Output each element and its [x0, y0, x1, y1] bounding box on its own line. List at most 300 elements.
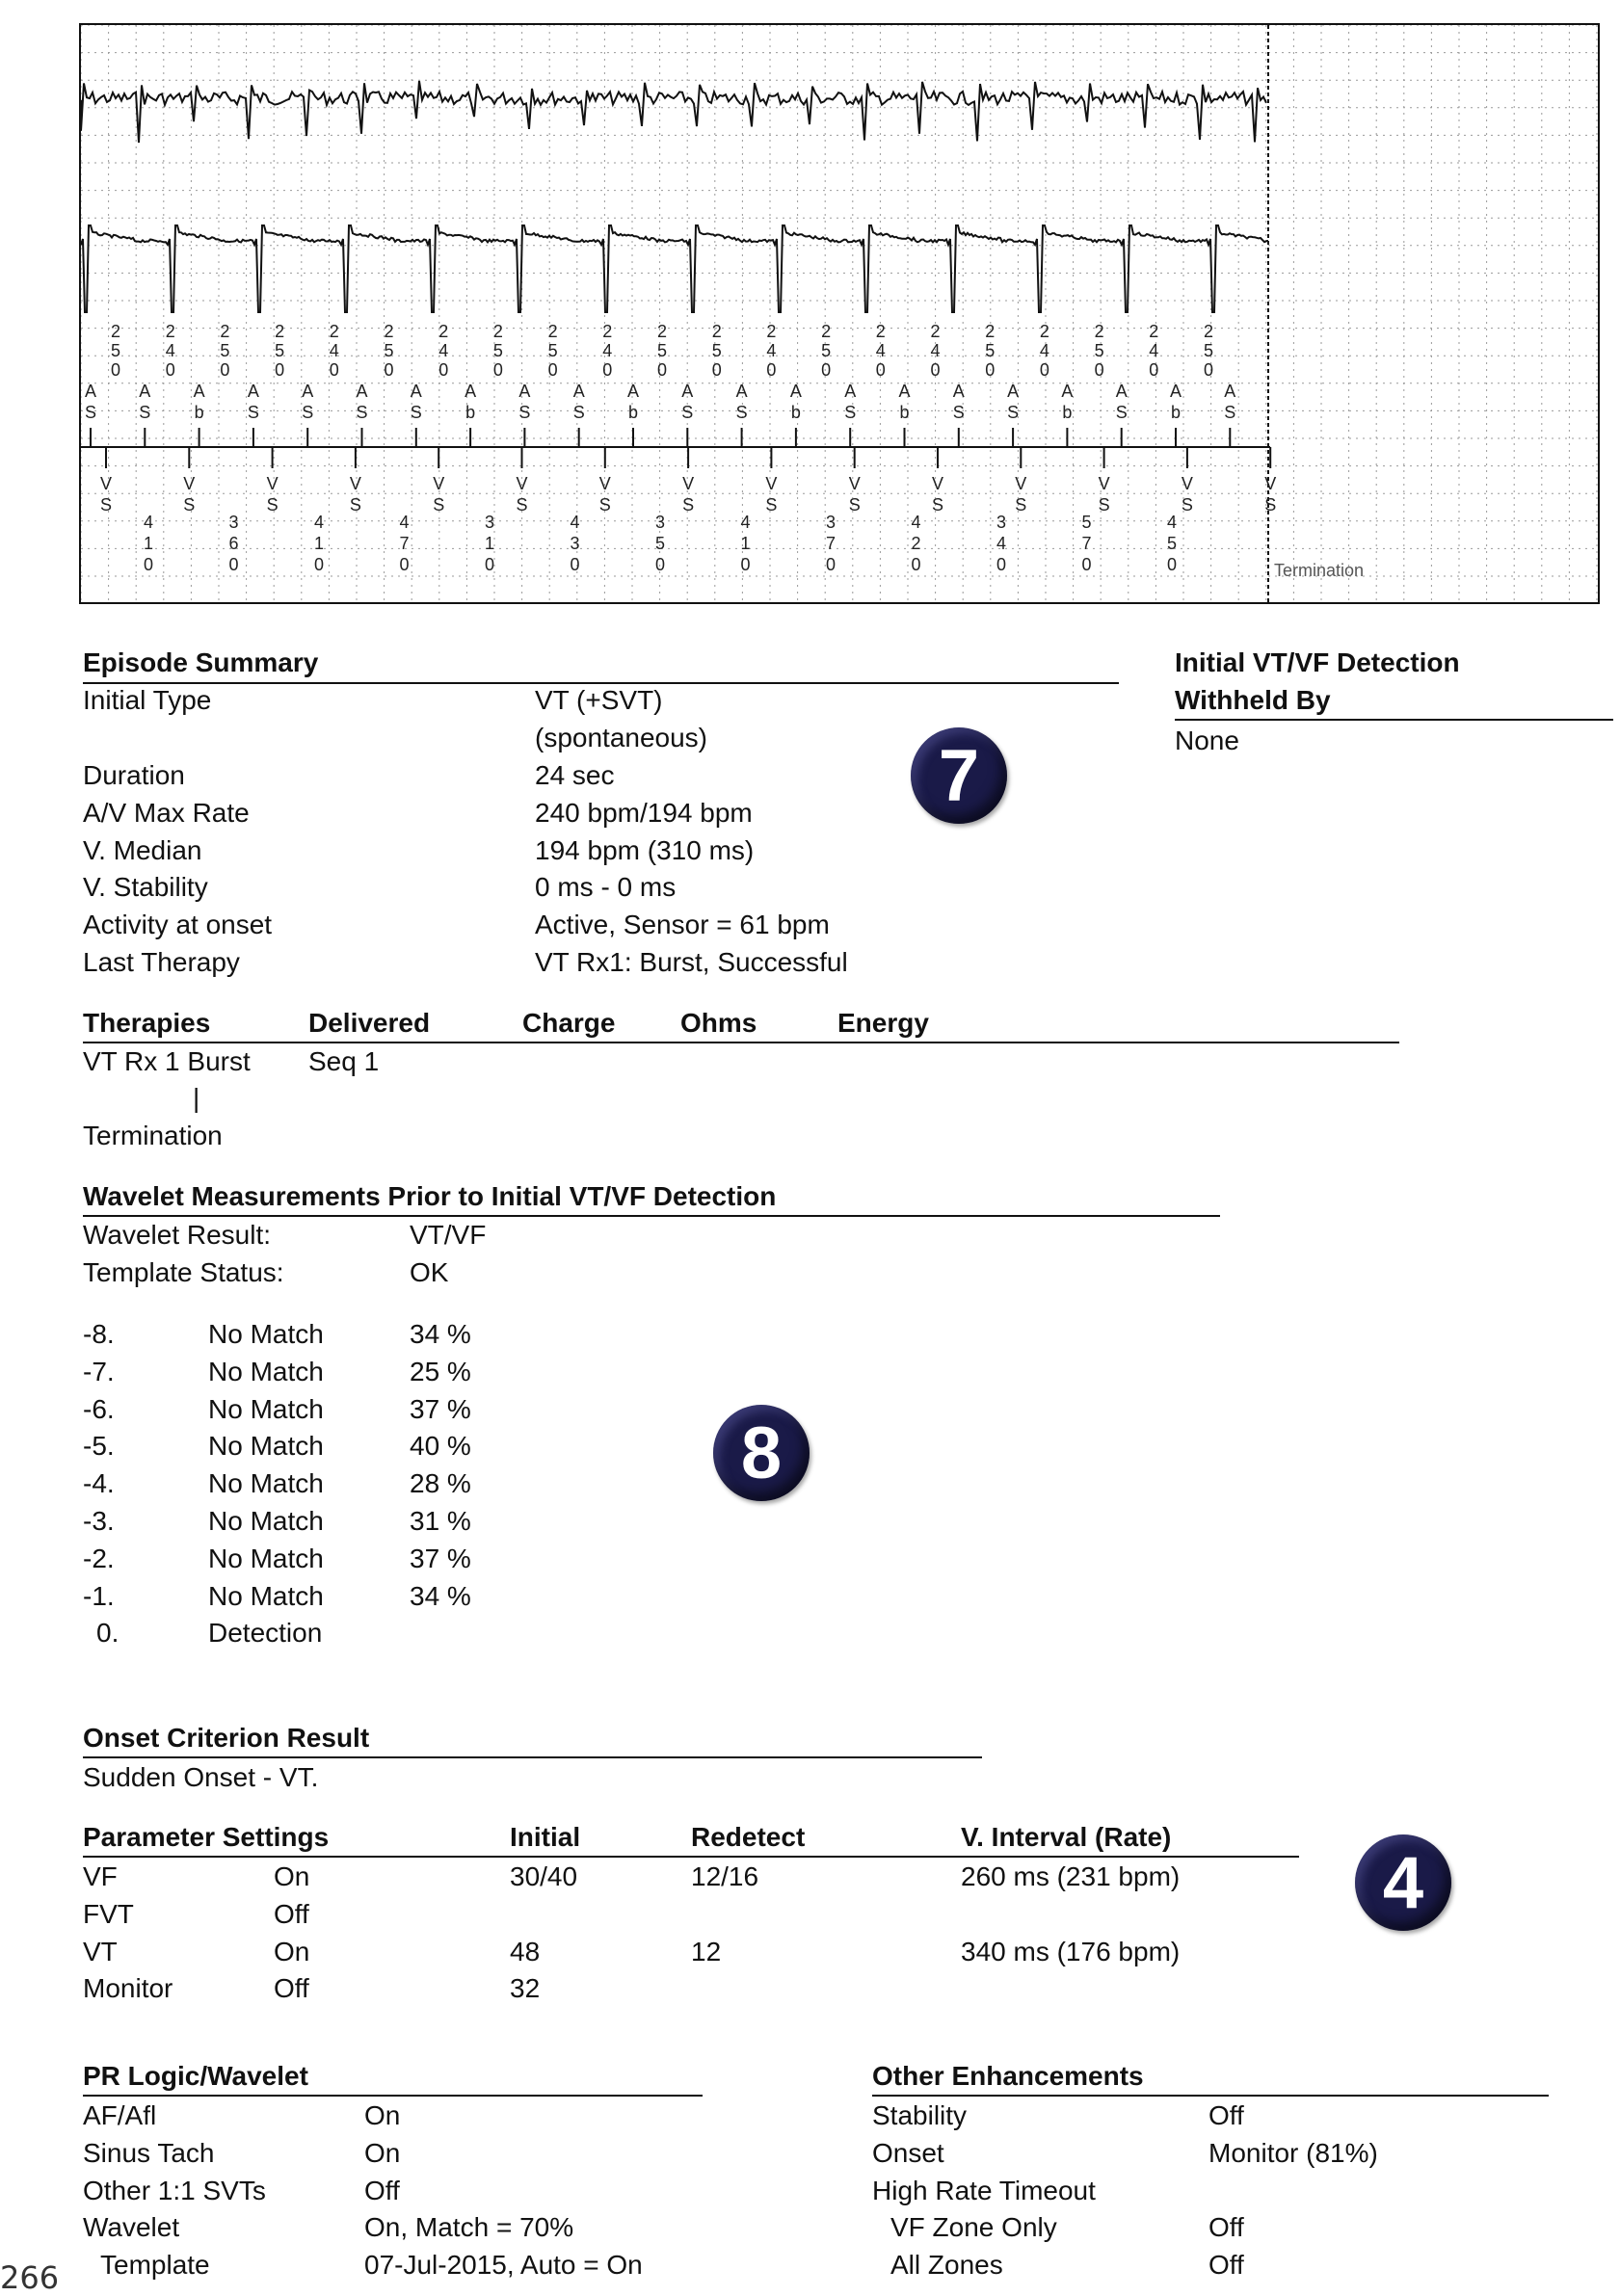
atrial-marker	[1170, 382, 1182, 422]
episode-summary-label: Initial Type	[83, 685, 212, 715]
wavelet-row-match: No Match	[208, 1506, 324, 1536]
svg-text:5: 5	[547, 341, 558, 360]
wavelet-row-match: Detection	[208, 1618, 323, 1649]
svg-text:3: 3	[570, 534, 580, 553]
wavelet-row-index: -3.	[83, 1506, 115, 1536]
ventricular-marker	[267, 474, 279, 515]
ecg-strip	[79, 23, 1600, 604]
top-interval-label	[220, 322, 229, 380]
svg-text:0: 0	[275, 360, 285, 380]
other-enhancements-heading: Other Enhancements	[872, 2061, 1144, 2091]
therapy-termination: Termination	[83, 1121, 223, 1150]
withheld-value: None	[1175, 726, 1239, 755]
svg-text:3: 3	[825, 513, 837, 532]
svg-text:S: S	[765, 495, 778, 515]
episode-summary-label: Last Therapy	[83, 947, 240, 977]
onset-value: Sudden Onset - VT.	[83, 1762, 319, 1792]
svg-text:V: V	[433, 474, 445, 493]
other-enhancement-label: Stability	[872, 2100, 968, 2130]
wavelet-row-percent: 31 %	[410, 1506, 471, 1536]
ventricular-marker	[433, 474, 444, 515]
svg-text:0: 0	[985, 360, 996, 380]
episode-summary-value: 240 bpm/194 bpm	[535, 798, 753, 828]
wavelet-row-percent: 34 %	[410, 1319, 471, 1349]
svg-text:A: A	[465, 382, 477, 401]
svg-text:5: 5	[654, 534, 666, 553]
svg-text:2: 2	[602, 322, 613, 341]
wavelet-row-index: -5.	[83, 1431, 115, 1462]
svg-text:A: A	[572, 382, 585, 401]
svg-text:0: 0	[821, 360, 832, 380]
svg-text:b: b	[1170, 403, 1182, 422]
svg-text:0: 0	[110, 360, 121, 380]
svg-text:2: 2	[547, 322, 558, 341]
svg-text:4: 4	[399, 513, 410, 532]
ventricular-marker	[599, 474, 611, 515]
svg-text:4: 4	[930, 341, 941, 360]
ventricular-marker	[1099, 474, 1110, 515]
top-interval-label	[602, 322, 612, 380]
svg-text:V: V	[598, 474, 611, 493]
top-interval-label	[384, 322, 393, 380]
ventricular-marker	[849, 474, 861, 515]
therapy-delivered: Seq 1	[308, 1046, 380, 1076]
parameter-state: On	[274, 1861, 310, 1891]
parameter-rule	[83, 1856, 1299, 1858]
svg-text:S: S	[266, 495, 279, 515]
ventricular-marker	[765, 474, 777, 515]
svg-text:A: A	[139, 382, 151, 401]
top-interval-label	[876, 322, 886, 380]
svg-text:0: 0	[996, 555, 1007, 574]
svg-text:S: S	[1007, 403, 1020, 422]
termination-label: Termination	[1274, 561, 1365, 580]
svg-text:S: S	[598, 495, 611, 515]
svg-text:S: S	[410, 403, 422, 422]
bottom-interval-label	[399, 513, 409, 574]
svg-text:S: S	[1264, 495, 1277, 515]
svg-text:b: b	[790, 403, 801, 422]
ventricular-marker	[100, 474, 112, 515]
svg-text:3: 3	[484, 513, 495, 532]
other-enhancements-rule	[872, 2095, 1549, 2097]
episode-summary-heading: Episode Summary	[83, 647, 319, 677]
bottom-interval-label	[144, 513, 153, 574]
svg-text:0: 0	[570, 555, 580, 574]
svg-text:2: 2	[110, 322, 121, 341]
wavelet-row-index: -4.	[83, 1468, 115, 1499]
atrial-marker	[1061, 382, 1073, 422]
episode-summary-rule	[83, 682, 1119, 684]
episode-summary-value: (spontaneous)	[535, 723, 708, 752]
svg-text:2: 2	[275, 322, 285, 341]
svg-text:S: S	[1181, 495, 1193, 515]
svg-text:S: S	[844, 403, 857, 422]
svg-text:5: 5	[985, 341, 996, 360]
svg-text:7: 7	[1081, 534, 1092, 553]
svg-text:2: 2	[875, 322, 886, 341]
svg-text:1: 1	[313, 534, 325, 553]
svg-text:5: 5	[275, 341, 285, 360]
wavelet-row-match: No Match	[208, 1319, 324, 1349]
svg-text:5: 5	[821, 341, 832, 360]
svg-text:A: A	[247, 382, 259, 401]
bottom-interval-label	[655, 513, 665, 574]
parameter-initial: 30/40	[510, 1861, 578, 1891]
svg-text:0: 0	[547, 360, 558, 380]
bottom-interval-label	[1081, 513, 1091, 574]
svg-text:0: 0	[484, 555, 495, 574]
svg-text:S: S	[1115, 403, 1128, 422]
svg-text:A: A	[84, 382, 97, 401]
svg-text:3: 3	[654, 513, 666, 532]
atrial-marker	[1224, 382, 1235, 422]
svg-text:b: b	[627, 403, 639, 422]
svg-text:4: 4	[438, 341, 449, 360]
svg-text:4: 4	[911, 513, 921, 532]
pr-logic-label: Other 1:1 SVTs	[83, 2175, 266, 2205]
ventricular-marker	[932, 474, 943, 515]
svg-text:2: 2	[1149, 322, 1159, 341]
pr-logic-rule	[83, 2095, 703, 2097]
svg-text:5: 5	[1166, 534, 1178, 553]
svg-text:0: 0	[1081, 555, 1092, 574]
svg-text:0: 0	[602, 360, 613, 380]
atrial-marker	[844, 382, 856, 422]
svg-text:0: 0	[1166, 555, 1178, 574]
svg-text:0: 0	[492, 360, 503, 380]
svg-text:V: V	[183, 474, 196, 493]
atrial-marker	[681, 382, 693, 422]
redetect-header: Redetect	[691, 1822, 806, 1852]
svg-text:2: 2	[438, 322, 449, 341]
callout-badge-8: 8	[713, 1405, 810, 1501]
episode-summary-label: A/V Max Rate	[83, 798, 250, 828]
pr-logic-value: On, Match = 70%	[364, 2212, 574, 2243]
wavelet-row-match: No Match	[208, 1431, 324, 1462]
top-interval-label	[330, 322, 339, 380]
parameter-zone: VF	[83, 1861, 118, 1891]
svg-text:S: S	[1224, 403, 1236, 422]
svg-text:1: 1	[143, 534, 154, 553]
parameter-settings-header: Parameter Settings	[83, 1822, 330, 1852]
withheld-rule	[1175, 719, 1613, 721]
svg-text:2: 2	[911, 534, 921, 553]
svg-text:0: 0	[313, 555, 325, 574]
svg-text:V: V	[1181, 474, 1193, 493]
svg-text:7: 7	[399, 534, 410, 553]
top-interval-label	[1204, 322, 1213, 380]
svg-text:V: V	[1098, 474, 1110, 493]
svg-text:4: 4	[329, 341, 339, 360]
episode-summary-value: Active, Sensor = 61 bpm	[535, 910, 830, 939]
svg-text:S: S	[247, 403, 259, 422]
top-interval-label	[712, 322, 722, 380]
atrial-marker	[736, 382, 748, 422]
svg-text:A: A	[410, 382, 422, 401]
svg-text:5: 5	[492, 341, 503, 360]
svg-text:V: V	[682, 474, 695, 493]
parameter-state: On	[274, 1936, 310, 1966]
svg-text:b: b	[899, 403, 910, 422]
svg-text:0: 0	[654, 555, 666, 574]
svg-text:0: 0	[875, 360, 886, 380]
ventricular-marker	[1264, 474, 1276, 515]
svg-text:5: 5	[384, 341, 394, 360]
svg-text:A: A	[789, 382, 802, 401]
wavelet-row-index: -1.	[83, 1580, 115, 1611]
svg-text:b: b	[194, 403, 204, 422]
wavelet-rule	[83, 1215, 1220, 1217]
other-enhancement-value: Off	[1208, 2212, 1244, 2243]
ventricular-marker	[1182, 474, 1193, 515]
svg-text:0: 0	[1094, 360, 1104, 380]
svg-text:V: V	[931, 474, 944, 493]
pr-logic-value: On	[364, 2100, 401, 2130]
template-status-label: Template Status:	[83, 1257, 284, 1287]
svg-text:5: 5	[110, 341, 121, 360]
withheld-heading-1: Initial VT/VF Detection	[1175, 647, 1460, 677]
svg-text:V: V	[1015, 474, 1027, 493]
svg-text:A: A	[193, 382, 205, 401]
other-enhancement-label: High Rate Timeout	[872, 2175, 1096, 2205]
svg-text:V: V	[848, 474, 861, 493]
wavelet-row-index: 0.	[96, 1618, 120, 1649]
svg-text:A: A	[1061, 382, 1074, 401]
svg-text:2: 2	[656, 322, 668, 341]
top-interval-label	[766, 322, 776, 380]
top-interval-label	[930, 322, 940, 380]
episode-summary-value: 0 ms - 0 ms	[535, 872, 677, 902]
atrial-marker	[139, 382, 150, 422]
svg-text:0: 0	[143, 555, 154, 574]
svg-text:0: 0	[228, 555, 239, 574]
svg-text:4: 4	[165, 341, 175, 360]
other-enhancement-value: Monitor (81%)	[1208, 2137, 1378, 2168]
bottom-interval-label	[996, 513, 1006, 574]
svg-text:1: 1	[740, 534, 751, 553]
svg-text:3: 3	[996, 513, 1007, 532]
svg-text:4: 4	[996, 534, 1007, 553]
svg-text:S: S	[1015, 495, 1027, 515]
parameter-redetect: 12	[691, 1936, 722, 1966]
pr-logic-label: AF/Afl	[83, 2100, 157, 2130]
svg-text:1: 1	[484, 534, 495, 553]
svg-text:5: 5	[1081, 513, 1092, 532]
svg-text:0: 0	[1039, 360, 1049, 380]
svg-text:S: S	[433, 495, 445, 515]
svg-text:4: 4	[570, 513, 580, 532]
svg-text:A: A	[1115, 382, 1128, 401]
svg-text:V: V	[99, 474, 113, 493]
callout-badge-7: 7	[911, 727, 1007, 824]
onset-heading: Onset Criterion Result	[83, 1723, 370, 1753]
other-enhancement-label: VF Zone Only	[890, 2212, 1057, 2243]
atrial-marker	[194, 382, 205, 422]
svg-text:S: S	[952, 403, 965, 422]
svg-text:S: S	[349, 495, 361, 515]
episode-summary-label: V. Median	[83, 835, 202, 865]
svg-text:V: V	[516, 474, 528, 493]
charge-header: Charge	[522, 1008, 616, 1038]
svg-text:V: V	[266, 474, 279, 493]
svg-text:4: 4	[1149, 341, 1159, 360]
svg-text:S: S	[681, 403, 694, 422]
therapy-name: VT Rx 1 Burst	[83, 1046, 251, 1076]
svg-text:0: 0	[656, 360, 668, 380]
svg-text:2: 2	[1203, 322, 1214, 341]
interval-header: V. Interval (Rate)	[961, 1822, 1172, 1852]
ventricular-marker	[350, 474, 361, 515]
pr-logic-value: 07-Jul-2015, Auto = On	[364, 2250, 643, 2281]
parameter-interval: 260 ms (231 bpm)	[961, 1861, 1181, 1891]
atrial-marker	[85, 382, 96, 422]
svg-text:0: 0	[399, 555, 410, 574]
episode-summary-label: Activity at onset	[83, 910, 273, 939]
episode-summary-label: V. Stability	[83, 872, 208, 902]
top-interval-label	[111, 322, 120, 380]
svg-text:S: S	[848, 495, 861, 515]
svg-text:S: S	[302, 403, 314, 422]
top-interval-label	[1040, 322, 1049, 380]
page-number: 266	[0, 2259, 60, 2296]
svg-text:0: 0	[329, 360, 339, 380]
svg-text:5: 5	[1094, 341, 1104, 360]
therapies-rule	[83, 1042, 1399, 1043]
pr-logic-heading: PR Logic/Wavelet	[83, 2061, 308, 2091]
ventricular-marker	[682, 474, 694, 515]
svg-text:S: S	[139, 403, 151, 422]
pr-logic-label: Template	[100, 2250, 210, 2281]
svg-text:2: 2	[821, 322, 832, 341]
svg-text:A: A	[518, 382, 531, 401]
ventricular-marker	[1015, 474, 1026, 515]
svg-text:0: 0	[1203, 360, 1214, 380]
wavelet-row-percent: 34 %	[410, 1580, 471, 1611]
svg-text:S: S	[931, 495, 944, 515]
parameter-zone: VT	[83, 1936, 118, 1966]
svg-text:A: A	[1169, 382, 1182, 401]
top-interval-label	[1149, 322, 1158, 380]
egm-trace-ventricular	[81, 225, 1268, 312]
bottom-interval-label	[485, 513, 494, 574]
top-interval-label	[657, 322, 667, 380]
atrial-marker	[953, 382, 965, 422]
initial-header: Initial	[510, 1822, 581, 1852]
svg-text:7: 7	[825, 534, 837, 553]
pr-logic-value: On	[364, 2137, 401, 2168]
svg-text:A: A	[626, 382, 640, 401]
atrial-marker	[898, 382, 910, 422]
svg-text:2: 2	[492, 322, 503, 341]
svg-text:S: S	[682, 495, 695, 515]
svg-text:S: S	[516, 495, 528, 515]
wavelet-row-index: -7.	[83, 1356, 115, 1386]
svg-text:2: 2	[165, 322, 175, 341]
svg-text:S: S	[356, 403, 368, 422]
parameter-initial: 32	[510, 1973, 541, 2004]
other-enhancement-value: Off	[1208, 2100, 1244, 2130]
bottom-interval-label	[740, 513, 750, 574]
wavelet-row-percent: 28 %	[410, 1468, 471, 1499]
wavelet-row-percent: 40 %	[410, 1431, 471, 1462]
svg-text:A: A	[898, 382, 911, 401]
svg-text:0: 0	[740, 555, 751, 574]
top-interval-label	[166, 322, 175, 380]
atrial-marker	[302, 382, 313, 422]
svg-text:2: 2	[930, 322, 941, 341]
atrial-marker	[518, 382, 530, 422]
svg-text:5: 5	[220, 341, 230, 360]
svg-text:A: A	[681, 382, 694, 401]
template-status-value: OK	[410, 1257, 449, 1287]
wavelet-row-match: No Match	[208, 1468, 324, 1499]
episode-summary-label: Duration	[83, 760, 185, 790]
svg-text:2: 2	[220, 322, 230, 341]
svg-text:4: 4	[143, 513, 154, 532]
episode-summary-value: 194 bpm (310 ms)	[535, 835, 755, 865]
svg-text:V: V	[765, 474, 778, 493]
svg-text:2: 2	[711, 322, 722, 341]
parameter-zone: FVT	[83, 1898, 134, 1929]
svg-text:0: 0	[165, 360, 175, 380]
svg-text:0: 0	[1149, 360, 1159, 380]
bottom-interval-label	[826, 513, 836, 574]
svg-text:b: b	[465, 403, 476, 422]
ohms-header: Ohms	[680, 1008, 757, 1038]
svg-text:2: 2	[1039, 322, 1049, 341]
bottom-interval-label	[314, 513, 324, 574]
energy-header: Energy	[837, 1008, 929, 1038]
atrial-marker	[1116, 382, 1128, 422]
top-interval-label	[985, 322, 995, 380]
bottom-interval-label	[570, 513, 579, 574]
episode-summary-value: VT (+SVT)	[535, 685, 663, 715]
svg-text:0: 0	[711, 360, 722, 380]
bottom-interval-label	[911, 513, 920, 574]
wavelet-row-index: -6.	[83, 1393, 115, 1424]
wavelet-result-label: Wavelet Result:	[83, 1220, 272, 1250]
svg-text:5: 5	[656, 341, 668, 360]
svg-text:5: 5	[711, 341, 722, 360]
svg-text:5: 5	[1203, 341, 1214, 360]
delivered-header: Delivered	[308, 1008, 431, 1038]
svg-text:4: 4	[875, 341, 886, 360]
svg-text:0: 0	[911, 555, 921, 574]
other-enhancement-label: Onset	[872, 2137, 944, 2168]
atrial-marker	[1007, 382, 1019, 422]
svg-text:A: A	[1224, 382, 1236, 401]
ventricular-marker	[516, 474, 527, 515]
svg-text:A: A	[1007, 382, 1020, 401]
pr-logic-label: Wavelet	[83, 2212, 180, 2243]
svg-text:0: 0	[220, 360, 230, 380]
svg-text:A: A	[952, 382, 965, 401]
parameter-zone: Monitor	[83, 1973, 173, 2004]
svg-text:S: S	[183, 495, 196, 515]
top-interval-label	[548, 322, 558, 380]
bottom-interval-label	[228, 513, 238, 574]
svg-text:A: A	[302, 382, 314, 401]
svg-text:4: 4	[740, 513, 751, 532]
bottom-interval-label	[1167, 513, 1177, 574]
wavelet-row-match: No Match	[208, 1543, 324, 1573]
wavelet-row-match: No Match	[208, 1356, 324, 1386]
svg-text:S: S	[99, 495, 113, 515]
wavelet-row-percent: 37 %	[410, 1543, 471, 1573]
callout-badge-4: 4	[1355, 1834, 1451, 1931]
svg-text:2: 2	[1094, 322, 1104, 341]
